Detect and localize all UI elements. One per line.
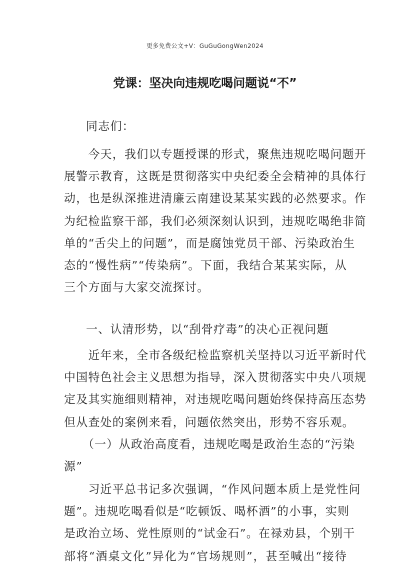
paragraph-line: 习近平总书记多次强调，“作风问题本质上是党性问 <box>64 482 361 496</box>
paragraph-line: 部将“酒桌文化”异化为“官场规则”，甚至喊出“接待 <box>64 548 347 563</box>
salutation: 同志们： <box>86 119 135 133</box>
paragraph-intro <box>64 143 367 298</box>
paragraph-line: 定及其实施细则精神，对违规吃喝问题始终保持高压态势 <box>64 392 367 407</box>
paragraph-line: 展警示教育，这既是贯彻落实中央纪委全会精神的具体行 <box>64 169 367 184</box>
header-watermark: 更多免费公文+V：GuGuGongWen2024 <box>146 43 264 50</box>
subheading-political <box>64 433 356 477</box>
paragraph-line: 三个方面与大家交流探讨。 <box>64 280 210 295</box>
paragraph-line: 是政治立场、党性原则的“试金石”。在禄劝县，个别干 <box>64 526 356 541</box>
paragraph-xi-quote <box>64 478 361 567</box>
paragraph-line: 但从查处的案例来看，问题依然突出，形势不容乐观。 <box>64 414 355 429</box>
paragraph-line: 单的“舌尖上的问题”，而是腐蚀党员干部、污染政治生 <box>64 235 356 250</box>
paragraph-line: 近年来，全市各级纪检监察机关坚持以习近平新时代 <box>64 348 367 362</box>
paragraph-line: 今天，我们以专题授课的形式，聚焦违规吃喝问题开 <box>64 147 367 161</box>
paragraph-line: 源” <box>64 459 83 474</box>
section-heading-1: 一、认清形势，以“刮骨疗毒”的决心正视问题 <box>86 322 329 336</box>
document-title: 党课：坚决向违规吃喝问题说“不” <box>113 76 297 90</box>
paragraph-situation <box>64 344 367 433</box>
paragraph-line: （一）从政治高度看，违规吃喝是政治生态的“污染 <box>64 437 356 451</box>
paragraph-line: 态的“慢性病”“传染病”。下面，我结合某某实际，从 <box>64 257 347 272</box>
paragraph-line: 中国特色社会主义思想为指导，深入贯彻落实中央八项规 <box>64 370 367 385</box>
paragraph-line: 动，也是纵深推进清廉云南建设某某实践的必然要求。作 <box>64 191 367 206</box>
paragraph-line: 题”。违规吃喝看似是“吃顿饭、喝杯酒”的小事，实则 <box>64 504 350 519</box>
paragraph-line: 为纪检监察干部，我们必须深刻认识到，违规吃喝绝非简 <box>64 213 367 228</box>
